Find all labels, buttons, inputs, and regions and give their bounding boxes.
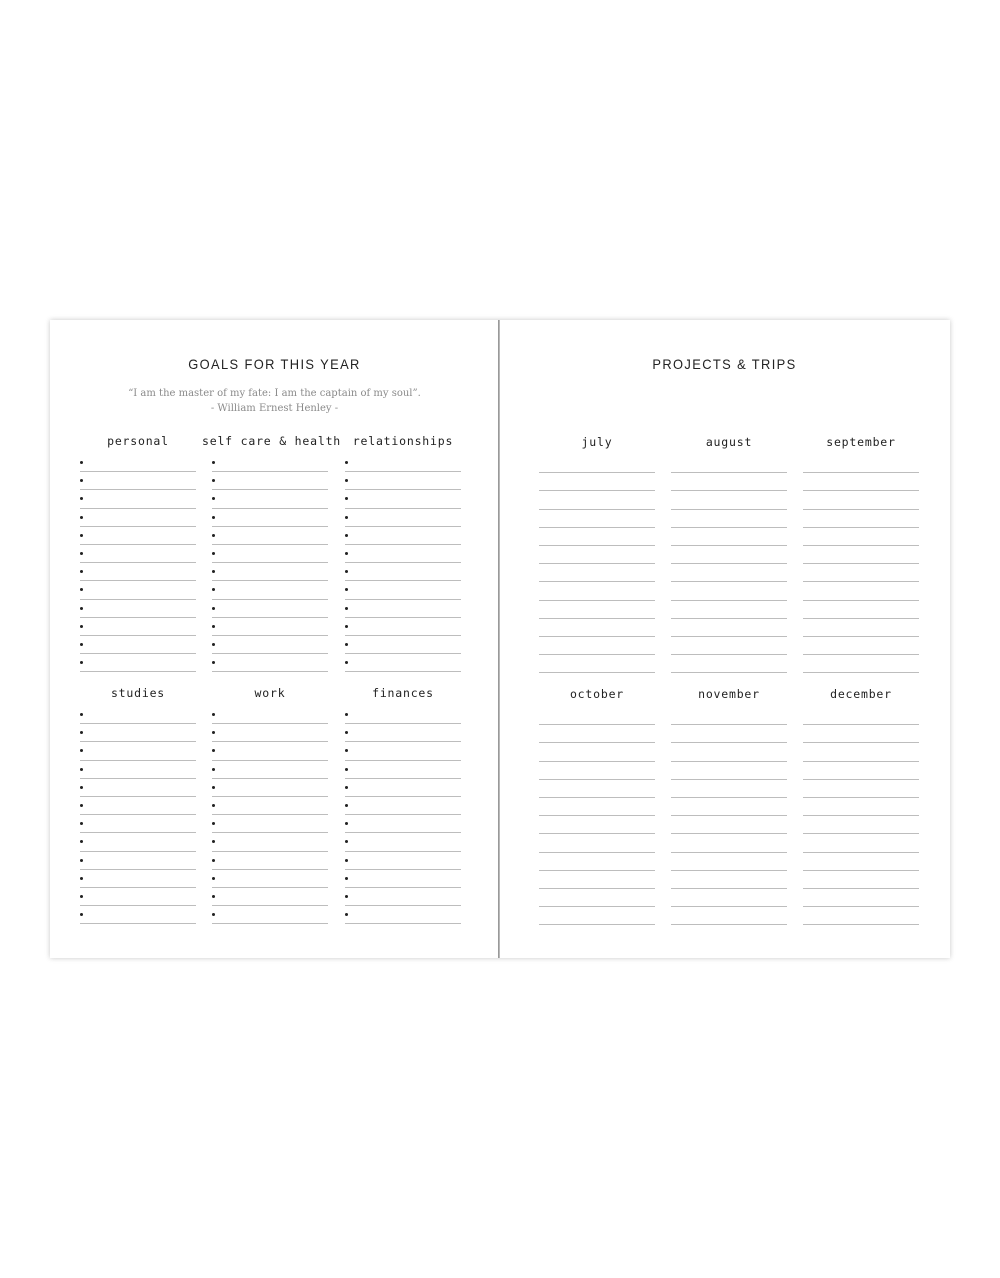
quote-author: - William Ernest Henley - bbox=[210, 403, 339, 414]
writing-line bbox=[671, 637, 787, 655]
writing-lines bbox=[803, 707, 919, 925]
column-title: studies bbox=[110, 686, 166, 700]
writing-line bbox=[671, 707, 787, 725]
writing-line bbox=[80, 888, 196, 906]
bullet-dot-icon bbox=[345, 588, 348, 591]
writing-line bbox=[212, 581, 328, 599]
bullet-dot-icon bbox=[345, 461, 348, 464]
writing-line bbox=[539, 853, 655, 871]
writing-line bbox=[212, 618, 328, 636]
writing-line bbox=[212, 600, 328, 618]
bullet-dot-icon bbox=[212, 877, 215, 880]
writing-line bbox=[80, 527, 196, 545]
bullet-dot-icon bbox=[80, 479, 83, 482]
bullet-dot-icon bbox=[212, 625, 215, 628]
writing-lines bbox=[345, 454, 461, 672]
writing-line bbox=[212, 706, 328, 724]
bullet-dot-icon bbox=[80, 786, 83, 789]
writing-line bbox=[80, 618, 196, 636]
writing-line bbox=[345, 888, 461, 906]
writing-line bbox=[803, 780, 919, 798]
writing-line bbox=[803, 491, 919, 509]
writing-line bbox=[671, 853, 787, 871]
writing-line bbox=[803, 853, 919, 871]
bullet-dot-icon bbox=[212, 570, 215, 573]
writing-line bbox=[80, 654, 196, 672]
bullet-dot-icon bbox=[80, 768, 83, 771]
writing-line bbox=[80, 706, 196, 724]
writing-line bbox=[345, 600, 461, 618]
bullet-dot-icon bbox=[212, 607, 215, 610]
bullet-dot-icon bbox=[80, 643, 83, 646]
writing-line bbox=[803, 762, 919, 780]
writing-line bbox=[345, 852, 461, 870]
writing-line bbox=[803, 889, 919, 907]
writing-line bbox=[212, 761, 328, 779]
bullet-dot-icon bbox=[345, 822, 348, 825]
writing-line bbox=[80, 906, 196, 924]
writing-line bbox=[803, 707, 919, 725]
writing-line bbox=[539, 655, 655, 673]
writing-lines bbox=[671, 707, 787, 925]
bullet-dot-icon bbox=[212, 913, 215, 916]
writing-line bbox=[539, 510, 655, 528]
bullet-dot-icon bbox=[80, 749, 83, 752]
bullet-dot-icon bbox=[345, 877, 348, 880]
writing-line bbox=[539, 619, 655, 637]
writing-line bbox=[671, 655, 787, 673]
bullet-dot-icon bbox=[80, 661, 83, 664]
bullet-dot-icon bbox=[212, 840, 215, 843]
bullet-dot-icon bbox=[80, 804, 83, 807]
writing-line bbox=[671, 582, 787, 600]
writing-line bbox=[345, 833, 461, 851]
column-title: self care & health bbox=[202, 434, 342, 448]
bullet-dot-icon bbox=[80, 534, 83, 537]
bullet-dot-icon bbox=[345, 625, 348, 628]
bullet-dot-icon bbox=[80, 552, 83, 555]
writing-line bbox=[212, 906, 328, 924]
writing-line bbox=[539, 798, 655, 816]
writing-line bbox=[539, 780, 655, 798]
bullet-dot-icon bbox=[212, 859, 215, 862]
writing-line bbox=[803, 528, 919, 546]
bullet-dot-icon bbox=[212, 534, 215, 537]
writing-line bbox=[80, 779, 196, 797]
writing-line bbox=[803, 743, 919, 761]
bullet-dot-icon bbox=[212, 804, 215, 807]
writing-line bbox=[539, 871, 655, 889]
bullet-dot-icon bbox=[212, 552, 215, 555]
writing-line bbox=[539, 743, 655, 761]
writing-line bbox=[80, 852, 196, 870]
writing-line bbox=[803, 816, 919, 834]
writing-line bbox=[345, 742, 461, 760]
bullet-dot-icon bbox=[345, 643, 348, 646]
bullet-dot-icon bbox=[80, 822, 83, 825]
writing-line bbox=[345, 636, 461, 654]
writing-line bbox=[539, 455, 655, 473]
writing-lines bbox=[80, 454, 196, 672]
writing-line bbox=[212, 779, 328, 797]
writing-line bbox=[671, 601, 787, 619]
writing-line bbox=[80, 545, 196, 563]
writing-line bbox=[345, 654, 461, 672]
writing-line bbox=[671, 725, 787, 743]
right-page bbox=[500, 320, 949, 958]
writing-line bbox=[803, 510, 919, 528]
writing-lines bbox=[539, 707, 655, 925]
bullet-dot-icon bbox=[80, 497, 83, 500]
writing-line bbox=[80, 742, 196, 760]
writing-line bbox=[803, 601, 919, 619]
writing-line bbox=[671, 889, 787, 907]
writing-line bbox=[803, 546, 919, 564]
writing-line bbox=[80, 797, 196, 815]
writing-line bbox=[345, 761, 461, 779]
writing-line bbox=[212, 815, 328, 833]
writing-line bbox=[671, 546, 787, 564]
bullet-dot-icon bbox=[212, 786, 215, 789]
writing-line bbox=[345, 797, 461, 815]
writing-lines bbox=[212, 454, 328, 672]
writing-line bbox=[80, 454, 196, 472]
writing-line bbox=[80, 761, 196, 779]
writing-line bbox=[80, 870, 196, 888]
bullet-dot-icon bbox=[345, 840, 348, 843]
bullet-dot-icon bbox=[212, 768, 215, 771]
writing-line bbox=[671, 473, 787, 491]
bullet-dot-icon bbox=[345, 749, 348, 752]
writing-lines bbox=[212, 706, 328, 924]
writing-line bbox=[80, 472, 196, 490]
writing-line bbox=[539, 834, 655, 852]
writing-lines bbox=[671, 455, 787, 673]
writing-line bbox=[345, 815, 461, 833]
writing-line bbox=[671, 871, 787, 889]
writing-line bbox=[80, 581, 196, 599]
column-title: september bbox=[826, 435, 896, 449]
writing-line bbox=[345, 490, 461, 508]
writing-line bbox=[803, 473, 919, 491]
writing-line bbox=[671, 834, 787, 852]
planner-spread bbox=[50, 320, 950, 958]
writing-lines bbox=[345, 706, 461, 924]
writing-line bbox=[80, 724, 196, 742]
bullet-dot-icon bbox=[80, 625, 83, 628]
bullet-dot-icon bbox=[80, 713, 83, 716]
writing-line bbox=[671, 510, 787, 528]
writing-line bbox=[671, 564, 787, 582]
bullet-dot-icon bbox=[212, 643, 215, 646]
writing-line bbox=[803, 834, 919, 852]
bullet-dot-icon bbox=[345, 859, 348, 862]
writing-line bbox=[212, 742, 328, 760]
writing-line bbox=[345, 724, 461, 742]
writing-line bbox=[539, 907, 655, 925]
bullet-dot-icon bbox=[80, 859, 83, 862]
writing-line bbox=[539, 601, 655, 619]
writing-line bbox=[671, 780, 787, 798]
bullet-dot-icon bbox=[212, 497, 215, 500]
writing-line bbox=[539, 491, 655, 509]
column-title: november bbox=[698, 687, 760, 701]
column-title: july bbox=[581, 435, 613, 449]
column-title: december bbox=[830, 687, 892, 701]
writing-line bbox=[803, 564, 919, 582]
writing-line bbox=[671, 491, 787, 509]
writing-line bbox=[345, 545, 461, 563]
bullet-dot-icon bbox=[80, 516, 83, 519]
bullet-dot-icon bbox=[212, 516, 215, 519]
writing-line bbox=[80, 509, 196, 527]
writing-line bbox=[80, 490, 196, 508]
bullet-dot-icon bbox=[345, 895, 348, 898]
writing-line bbox=[212, 563, 328, 581]
bullet-dot-icon bbox=[345, 570, 348, 573]
bullet-dot-icon bbox=[345, 497, 348, 500]
writing-line bbox=[671, 907, 787, 925]
column-title: work bbox=[254, 686, 286, 700]
writing-line bbox=[212, 454, 328, 472]
bullet-dot-icon bbox=[80, 588, 83, 591]
writing-line bbox=[212, 509, 328, 527]
writing-line bbox=[539, 564, 655, 582]
bullet-dot-icon bbox=[80, 913, 83, 916]
bullet-dot-icon bbox=[212, 731, 215, 734]
bullet-dot-icon bbox=[80, 877, 83, 880]
bullet-dot-icon bbox=[80, 895, 83, 898]
bullet-dot-icon bbox=[212, 713, 215, 716]
bullet-dot-icon bbox=[212, 895, 215, 898]
writing-line bbox=[345, 509, 461, 527]
bullet-dot-icon bbox=[345, 552, 348, 555]
page-title-goals: GOALS FOR THIS YEAR bbox=[188, 356, 361, 372]
writing-line bbox=[345, 472, 461, 490]
bullet-dot-icon bbox=[345, 713, 348, 716]
writing-line bbox=[671, 798, 787, 816]
bullet-dot-icon bbox=[345, 607, 348, 610]
column-title: october bbox=[569, 687, 625, 701]
writing-line bbox=[345, 870, 461, 888]
bullet-dot-icon bbox=[345, 804, 348, 807]
writing-line bbox=[539, 582, 655, 600]
bullet-dot-icon bbox=[345, 516, 348, 519]
writing-line bbox=[212, 833, 328, 851]
bullet-dot-icon bbox=[80, 840, 83, 843]
writing-line bbox=[671, 816, 787, 834]
column-title: finances bbox=[372, 686, 434, 700]
bullet-dot-icon bbox=[345, 731, 348, 734]
writing-line bbox=[803, 798, 919, 816]
writing-line bbox=[212, 870, 328, 888]
writing-lines bbox=[539, 455, 655, 673]
bullet-dot-icon bbox=[212, 749, 215, 752]
writing-line bbox=[803, 655, 919, 673]
quote-text: “I am the master of my fate: I am the captain of my soul”. bbox=[128, 388, 421, 399]
column-title: relationships bbox=[352, 434, 454, 448]
writing-line bbox=[539, 725, 655, 743]
writing-lines bbox=[803, 455, 919, 673]
bullet-dot-icon bbox=[345, 786, 348, 789]
bullet-dot-icon bbox=[80, 570, 83, 573]
writing-line bbox=[671, 762, 787, 780]
writing-line bbox=[671, 743, 787, 761]
writing-line bbox=[345, 581, 461, 599]
bullet-dot-icon bbox=[212, 822, 215, 825]
writing-line bbox=[212, 545, 328, 563]
bullet-dot-icon bbox=[212, 588, 215, 591]
bullet-dot-icon bbox=[345, 479, 348, 482]
bullet-dot-icon bbox=[80, 461, 83, 464]
bullet-dot-icon bbox=[80, 607, 83, 610]
writing-line bbox=[212, 490, 328, 508]
writing-line bbox=[80, 636, 196, 654]
writing-line bbox=[803, 582, 919, 600]
bullet-dot-icon bbox=[345, 768, 348, 771]
writing-line bbox=[80, 563, 196, 581]
writing-line bbox=[803, 871, 919, 889]
writing-line bbox=[803, 637, 919, 655]
bullet-dot-icon bbox=[212, 661, 215, 664]
writing-line bbox=[671, 455, 787, 473]
writing-line bbox=[212, 888, 328, 906]
column-title: august bbox=[705, 435, 753, 449]
bullet-dot-icon bbox=[80, 731, 83, 734]
bullet-dot-icon bbox=[345, 913, 348, 916]
writing-line bbox=[345, 618, 461, 636]
writing-line bbox=[80, 815, 196, 833]
writing-line bbox=[212, 852, 328, 870]
bullet-dot-icon bbox=[345, 661, 348, 664]
writing-line bbox=[212, 527, 328, 545]
writing-line bbox=[539, 889, 655, 907]
writing-line bbox=[539, 707, 655, 725]
writing-line bbox=[539, 637, 655, 655]
writing-line bbox=[80, 833, 196, 851]
writing-line bbox=[671, 619, 787, 637]
writing-line bbox=[345, 454, 461, 472]
writing-line bbox=[539, 762, 655, 780]
column-title: personal bbox=[107, 434, 169, 448]
writing-line bbox=[345, 527, 461, 545]
left-page bbox=[50, 320, 499, 958]
writing-line bbox=[539, 546, 655, 564]
writing-line bbox=[671, 528, 787, 546]
writing-line bbox=[212, 724, 328, 742]
writing-line bbox=[212, 654, 328, 672]
writing-line bbox=[539, 816, 655, 834]
writing-line bbox=[212, 797, 328, 815]
writing-line bbox=[212, 472, 328, 490]
page-title-projects: PROJECTS & TRIPS bbox=[652, 356, 797, 372]
writing-line bbox=[345, 779, 461, 797]
writing-line bbox=[345, 563, 461, 581]
writing-lines bbox=[80, 706, 196, 924]
writing-line bbox=[345, 906, 461, 924]
writing-line bbox=[539, 528, 655, 546]
writing-line bbox=[345, 706, 461, 724]
bullet-dot-icon bbox=[345, 534, 348, 537]
writing-line bbox=[212, 636, 328, 654]
writing-line bbox=[803, 619, 919, 637]
bullet-dot-icon bbox=[212, 479, 215, 482]
writing-line bbox=[803, 455, 919, 473]
writing-line bbox=[539, 473, 655, 491]
bullet-dot-icon bbox=[212, 461, 215, 464]
writing-line bbox=[803, 907, 919, 925]
writing-line bbox=[80, 600, 196, 618]
writing-line bbox=[803, 725, 919, 743]
